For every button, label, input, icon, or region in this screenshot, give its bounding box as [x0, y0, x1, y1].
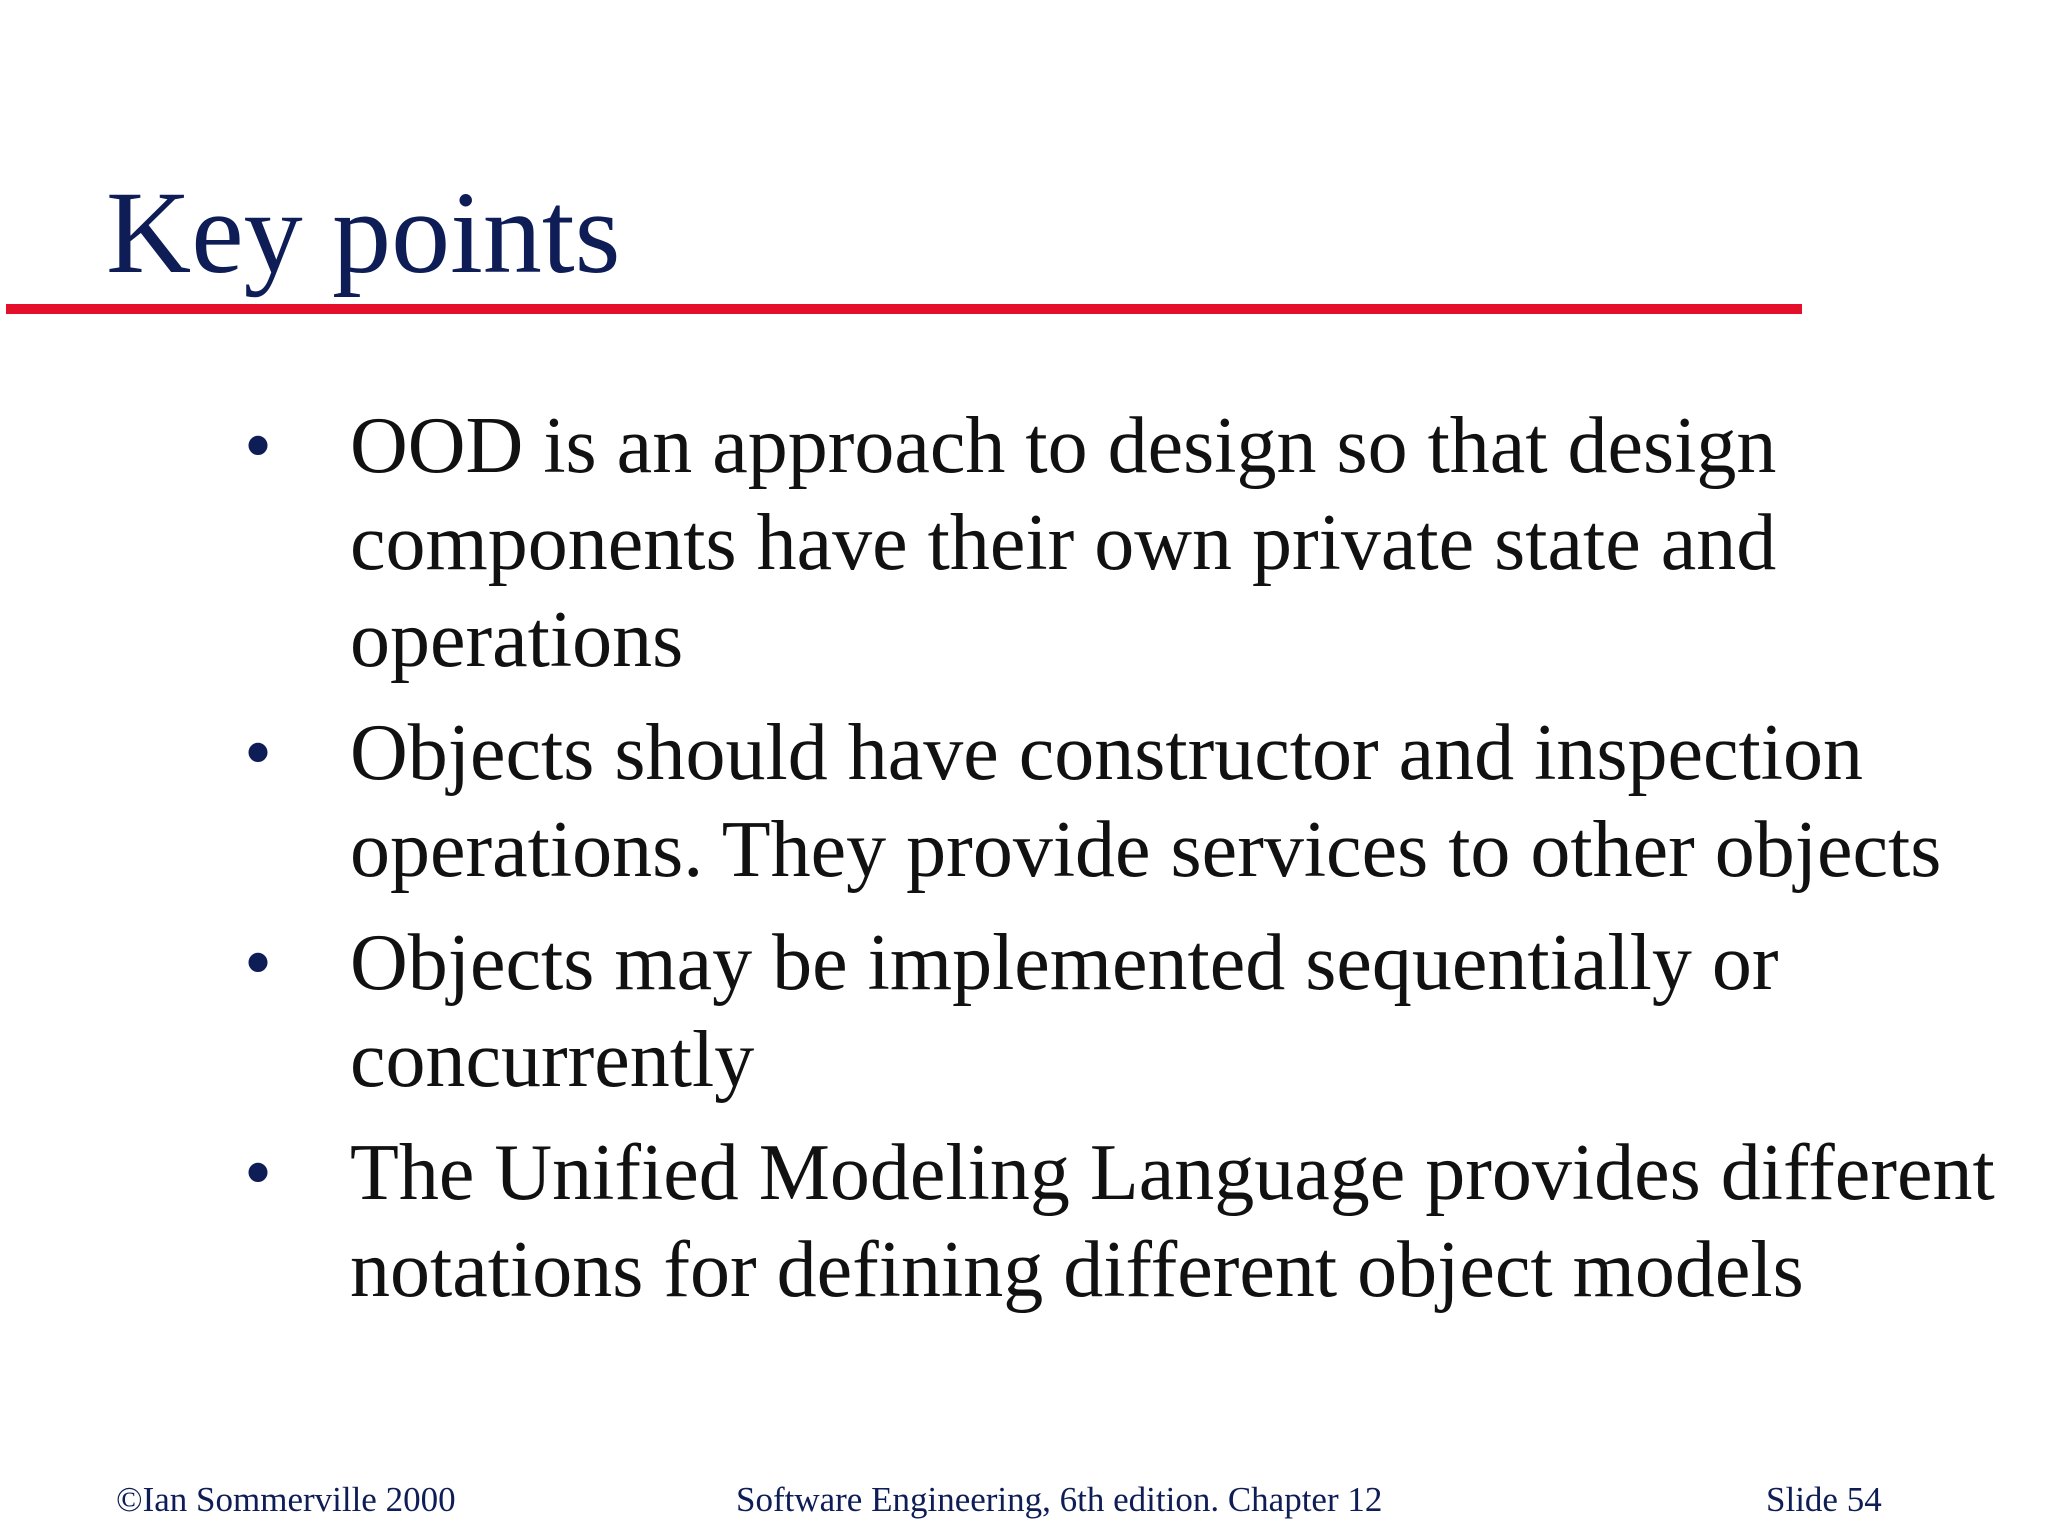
title-underline-rule: [6, 304, 1802, 314]
bullet-item-3: [236, 915, 2016, 1109]
bullet-text-1: OOD is an approach to design so that design components have their own private state and operations: [350, 402, 1777, 684]
bullet-text-3: Objects may be implemented sequentially or concurrently: [350, 919, 1779, 1104]
bullet-item-1: [236, 398, 2016, 689]
bullet-dot-icon: •: [244, 709, 273, 797]
bullet-text-4: The Unified Modeling Language provides different notations for defining different object models: [350, 1129, 1995, 1314]
bullet-item-2: [236, 705, 2016, 899]
footer-book-title: Software Engineering, 6th edition. Chapter 12: [736, 1480, 1383, 1519]
bullet-text-2: Objects should have constructor and inspection operations. They provide services to other objects: [350, 709, 1942, 894]
bullet-dot-icon: •: [244, 1129, 273, 1217]
bullet-dot-icon: •: [244, 919, 273, 1007]
footer-slide-number: Slide 54: [1766, 1480, 1882, 1519]
bullet-list: [236, 398, 2016, 1335]
footer-copyright: ©Ian Sommerville 2000: [116, 1480, 456, 1519]
bullet-dot-icon: •: [244, 402, 273, 490]
bullet-item-4: [236, 1125, 2016, 1319]
slide-title: Key points: [106, 167, 621, 298]
